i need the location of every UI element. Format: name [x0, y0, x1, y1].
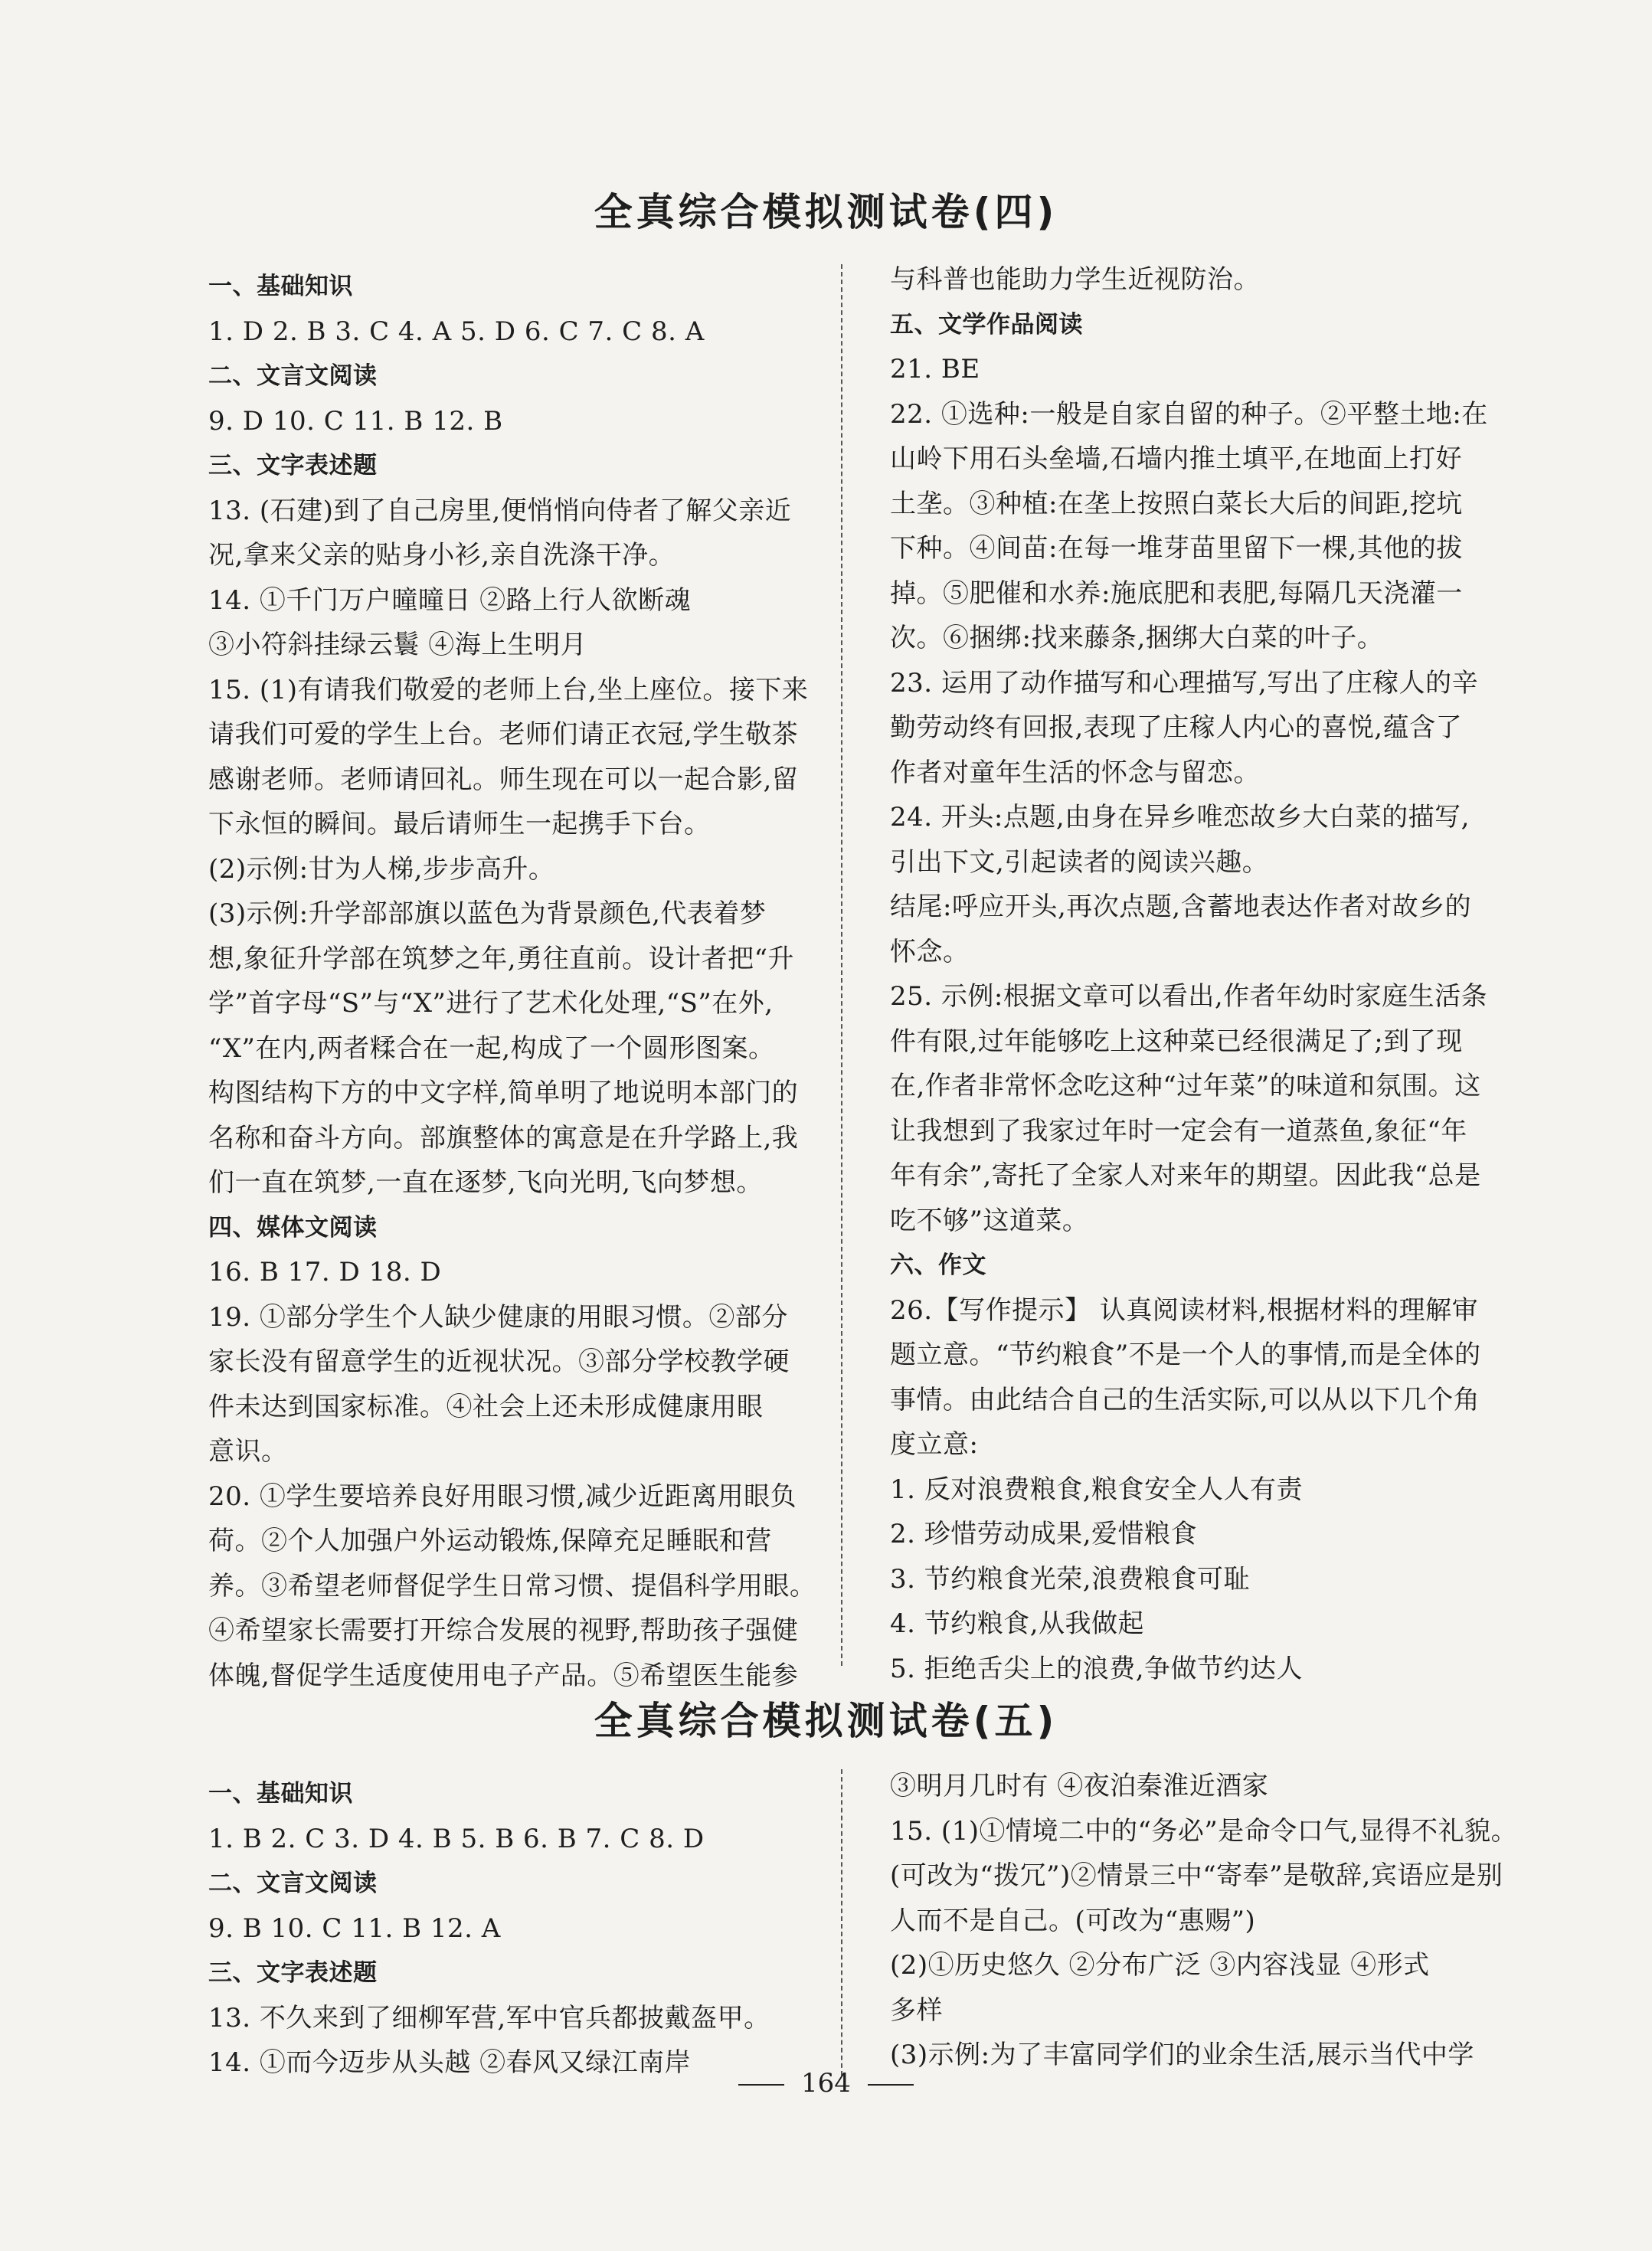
section-heading: 三、文字表述题: [208, 452, 378, 479]
answer-line: 5. 拒绝舌尖上的浪费,争做节约达人: [890, 1653, 1304, 1684]
answer-line: 怀念。: [890, 936, 970, 967]
answer-line: 4. 节约粮食,从我做起: [890, 1608, 1145, 1639]
answer-line: 15. (1)①情境二中的“务必”是命令口气,显得不礼貌。: [890, 1815, 1518, 1847]
answer-line: 15. (1)有请我们敬爱的老师上台,坐上座位。接下来: [208, 674, 809, 705]
answer-line: 与科普也能助力学生近视防治。: [890, 264, 1260, 295]
answer-line: 19. ①部分学生个人缺少健康的用眼习惯。②部分: [208, 1301, 788, 1333]
answer-line: 人而不是自己。(可改为“惠赐”): [890, 1905, 1256, 1936]
answer-line: 1. B 2. C 3. D 4. B 5. B 6. B 7. C 8. D: [208, 1823, 705, 1854]
answer-line: 况,拿来父亲的贴身小衫,亲自洗涤干净。: [208, 540, 676, 571]
answer-line: 1. 反对浪费粮食,粮食安全人人有责: [890, 1474, 1304, 1505]
answer-line: 名称和奋斗方向。部旗整体的寓意是在升学路上,我: [208, 1122, 799, 1153]
answer-line: 件未达到国家标准。④社会上还未形成健康用眼: [208, 1391, 764, 1422]
answer-line: 下永恒的瞬间。最后请师生一起携手下台。: [208, 809, 711, 839]
section-heading: 四、媒体文阅读: [208, 1213, 378, 1242]
answer-line: 事情。由此结合自己的生活实际,可以从以下几个角: [890, 1384, 1480, 1415]
test4-right-column: [890, 257, 1518, 1691]
test4-title: 全真综合模拟测试卷(四): [594, 190, 1058, 234]
answer-line: 吃不够”这道菜。: [890, 1205, 1089, 1236]
answer-line: 山岭下用石头垒墙,石墙内推土填平,在地面上打好: [890, 443, 1463, 474]
test5-title: 全真综合模拟测试卷(五): [594, 1699, 1058, 1743]
answer-line: 20. ①学生要培养良好用眼习惯,减少近距离用眼负: [208, 1480, 797, 1512]
test5-left-column: [208, 1772, 817, 2086]
answer-line: 引出下文,引起读者的阅读兴趣。: [890, 846, 1269, 878]
answer-line: 9. B 10. C 11. B 12. A: [208, 1912, 501, 1944]
column-divider-2: [841, 1769, 842, 2076]
answer-line: 构图结构下方的中文字样,简单明了地说明本部门的: [208, 1078, 799, 1108]
answer-line: 13. (石建)到了自己房里,便悄悄向侍者了解父亲近: [208, 495, 792, 526]
answer-line: 荷。②个人加强户外运动锻炼,保障充足睡眠和营: [208, 1526, 772, 1556]
column-divider: [841, 264, 842, 1666]
section-heading: 二、文言文阅读: [208, 1870, 378, 1897]
answer-line: 16. B 17. D 18. D: [208, 1257, 442, 1287]
answer-line: 养。③希望老师督促学生日常习惯、提倡科学用眼。: [208, 1570, 816, 1602]
answer-line: 请我们可爱的学生上台。老师们请正衣冠,学生敬茶: [208, 719, 799, 750]
answer-line: 26.【写作提示】 认真阅读材料,根据材料的理解审: [890, 1294, 1479, 1326]
answer-line: 22. ①选种:一般是自家自留的种子。②平整土地:在: [890, 398, 1488, 430]
answer-line: 感谢老师。老师请回礼。师生现在可以一起合影,留: [208, 764, 799, 795]
answer-line: ③明月几时有 ④夜泊秦淮近酒家: [890, 1771, 1269, 1801]
answer-line: 下种。④间苗:在每一堆芽苗里留下一棵,其他的拔: [890, 533, 1463, 564]
answer-line: 25. 示例:根据文章可以看出,作者年幼时家庭生活条: [890, 981, 1488, 1012]
answer-line: 次。⑥捆绑:找来藤条,捆绑大白菜的叶子。: [890, 623, 1384, 653]
answer-line: 意识。: [208, 1436, 288, 1467]
footer-dash-left: [738, 2084, 784, 2086]
answer-line: (2)①历史悠久 ②分布广泛 ③内容浅显 ④形式: [890, 1950, 1430, 1981]
answer-line: 们一直在筑梦,一直在逐梦,飞向光明,飞向梦想。: [208, 1167, 763, 1198]
section-heading: 三、文字表述题: [208, 1959, 378, 1987]
answer-line: 3. 节约粮食光荣,浪费粮食可耻: [890, 1563, 1251, 1595]
answer-line: 13. 不久来到了细柳军营,军中官兵都披戴盔甲。: [208, 2002, 770, 2033]
answer-line: 年有余”,寄托了全家人对来年的期望。因此我“总是: [890, 1160, 1481, 1191]
answer-line: 让我想到了我家过年时一定会有一道蒸鱼,象征“年: [890, 1115, 1467, 1147]
answer-line: 多样: [890, 1994, 943, 2026]
answer-line: (3)示例:为了丰富同学们的业余生活,展示当代中学: [890, 2040, 1474, 2070]
answer-line: (2)示例:甘为人梯,步步高升。: [208, 853, 555, 885]
section-heading: 一、基础知识: [208, 1780, 353, 1808]
answer-line: 想,象征升学部在筑梦之年,勇往直前。设计者把“升: [208, 943, 794, 974]
answer-line: ③小符斜挂绿云鬟 ④海上生明月: [208, 630, 587, 660]
answer-line: 在,作者非常怀念吃这种“过年菜”的味道和氛围。这: [890, 1071, 1481, 1101]
answer-line: 9. D 10. C 11. B 12. B: [208, 405, 503, 437]
footer-dash-right: [868, 2084, 914, 2086]
answer-line: 14. ①千门万户曈曈日 ②路上行人欲断魂: [208, 584, 692, 616]
answer-line: 2. 珍惜劳动成果,爱惜粮食: [890, 1519, 1198, 1549]
page-footer: [0, 2064, 1652, 2102]
answer-line: 体魄,督促学生适度使用电子产品。⑤希望医生能参: [208, 1660, 799, 1691]
section-heading: 二、文言文阅读: [208, 362, 378, 390]
answer-line: (可改为“拨冗”)②情景三中“寄奉”是敬辞,宾语应是别: [890, 1860, 1503, 1891]
answer-line: 1. D 2. B 3. C 4. A 5. D 6. C 7. C 8. A: [208, 316, 705, 347]
answer-line: 23. 运用了动作描写和心理描写,写出了庄稼人的辛: [890, 667, 1479, 699]
answer-line: 家长没有留意学生的近视状况。③部分学校教学硬: [208, 1346, 790, 1377]
answer-line: 14. ①而今迈步从头越 ②春风又绿江南岸: [208, 2047, 692, 2078]
test5-right-column: [890, 1764, 1518, 2078]
answer-line: “X”在内,两者糅合在一起,构成了一个圆形图案。: [208, 1032, 775, 1064]
test4-left-column: [208, 264, 817, 1698]
section-heading: 一、基础知识: [208, 273, 353, 300]
answer-line: 21. BE: [890, 354, 980, 384]
answer-line: 度立意:: [890, 1429, 979, 1460]
answer-line: ④希望家长需要打开综合发展的视野,帮助孩子强健: [208, 1615, 799, 1646]
answer-line: 勤劳动终有回报,表现了庄稼人内心的喜悦,蕴含了: [890, 712, 1463, 743]
answer-line: 掉。⑤肥催和水养:施底肥和表肥,每隔几天浇灌一: [890, 577, 1463, 609]
answer-line: 件有限,过年能够吃上这种菜已经很满足了;到了现: [890, 1026, 1463, 1057]
section-heading: 五、文学作品阅读: [890, 310, 1083, 339]
answer-line: 土垄。③种植:在垄上按照白菜长大后的间距,挖坑: [890, 488, 1463, 519]
answer-line: 作者对童年生活的怀念与留恋。: [890, 757, 1260, 788]
section-heading: 六、作文: [890, 1251, 986, 1279]
page-number: 164: [801, 2068, 851, 2099]
answer-line: 题立意。“节约粮食”不是一个人的事情,而是全体的: [890, 1340, 1481, 1370]
answer-line: 24. 开头:点题,由身在异乡唯恋故乡大白菜的描写,: [890, 802, 1470, 833]
answer-line: 学”首字母“S”与“X”进行了艺术化处理,“S”在外,: [208, 988, 774, 1019]
answer-line: (3)示例:升学部部旗以蓝色为背景颜色,代表着梦: [208, 898, 767, 929]
answer-line: 结尾:呼应开头,再次点题,含蓄地表达作者对故乡的: [890, 892, 1472, 922]
